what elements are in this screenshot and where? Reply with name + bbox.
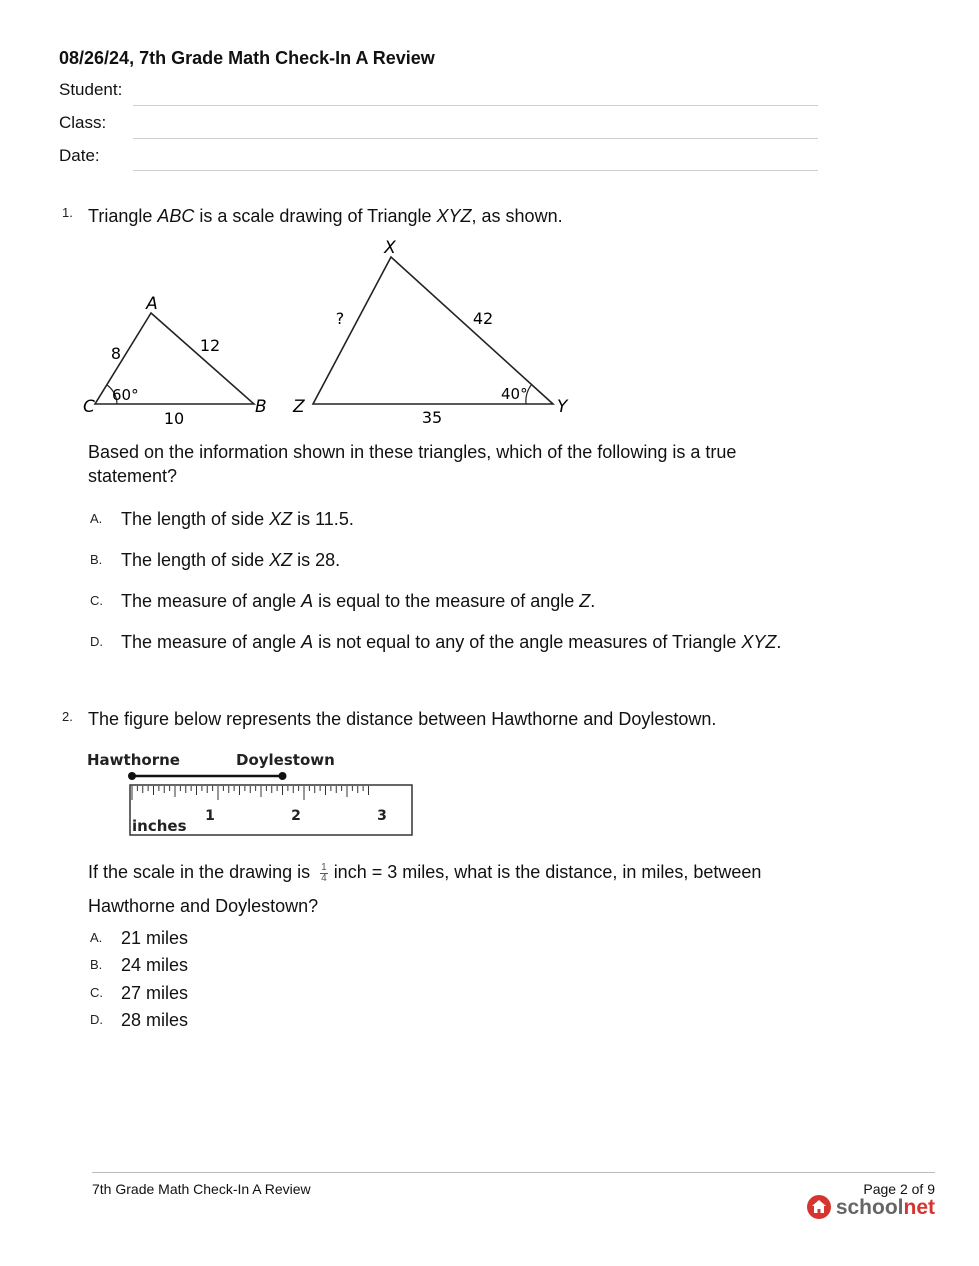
q2-option-d[interactable]: 28 miles: [121, 1010, 189, 1030]
question-1-prompt: Based on the information shown in these triangles, which of the following is a true statement?: [88, 442, 737, 486]
ruler-tick-label-2: 2: [291, 808, 301, 824]
q1-option-b-letter: B.: [90, 552, 103, 567]
angle-c-label: 60°: [112, 386, 139, 404]
footer-title: 7th Grade Math Check-In A Review: [92, 1181, 311, 1197]
ruler-figure: [80, 745, 425, 840]
q1-option-d-letter: D.: [90, 634, 103, 649]
angle-y-label: 40°: [501, 385, 528, 403]
side-ab-label: 12: [199, 336, 221, 355]
q2-option-b[interactable]: 24 miles: [121, 955, 189, 975]
q1-option-d[interactable]: The measure of angle A is not equal to any of the angle measures of Triangle XYZ.: [121, 632, 782, 652]
page-title: 08/26/24, 7th Grade Math Check-In A Review: [59, 48, 435, 68]
date-line: [133, 170, 818, 171]
question-2-scale-text: If the scale in the drawing is $\frac{1}{4}$ inch = 3 miles, what is the distance, in miles, between: [88, 861, 762, 884]
q1-option-a-letter: A.: [90, 511, 103, 526]
question-1-stem: Triangle ABC is a scale drawing of Triangle XYZ, as shown.: [88, 206, 563, 226]
q1-option-c[interactable]: The measure of angle A is equal to the measure of angle Z.: [121, 591, 596, 611]
vertex-c-label: C: [83, 397, 95, 417]
vertex-x-label: X: [384, 238, 396, 258]
class-line: [133, 138, 818, 139]
question-1-number: 1.: [62, 205, 73, 220]
ruler-tick-label-3: 3: [377, 808, 387, 824]
question-2-number: 2.: [62, 709, 73, 724]
q1-option-a[interactable]: The length of side XZ is 11.5.: [121, 509, 354, 529]
ruler-unit-label: inches: [132, 817, 187, 835]
side-cb-label: 10: [163, 409, 185, 428]
doylestown-label: Doylestown: [236, 751, 335, 769]
date-label: Date:: [59, 146, 100, 165]
q2-option-c[interactable]: 27 miles: [121, 983, 189, 1003]
q2-option-c-letter: C.: [90, 985, 103, 1000]
segment-end-point: [279, 772, 287, 780]
q2-option-a[interactable]: 21 miles: [121, 928, 189, 948]
vertex-a-label: A: [146, 294, 158, 314]
triangles-figure: [80, 238, 580, 433]
triangle-xyz: [313, 257, 553, 404]
side-ca-label: 8: [110, 344, 122, 363]
footer-divider: [92, 1172, 935, 1173]
q1-option-b[interactable]: The length of side XZ is 28.: [121, 550, 341, 570]
vertex-y-label: Y: [557, 397, 568, 417]
segment-start-point: [128, 772, 136, 780]
q2-option-d-letter: D.: [90, 1012, 103, 1027]
vertex-z-label: Z: [293, 397, 305, 417]
page-number: Page 2 of 9: [863, 1181, 935, 1197]
q2-option-b-letter: B.: [90, 957, 103, 972]
scale-fraction: $\frac{1}{4}$: [321, 861, 327, 884]
side-xz-label: ?: [335, 309, 345, 328]
ruler-tick-label-1: 1: [205, 808, 215, 824]
q1-option-c-letter: C.: [90, 593, 103, 608]
student-line: [133, 105, 818, 106]
question-2-scale-text-line2: Hawthorne and Doylestown?: [88, 896, 319, 916]
class-label: Class:: [59, 113, 107, 132]
side-xy-label: 42: [472, 309, 494, 328]
hawthorne-label: Hawthorne: [87, 751, 180, 769]
schoolnet-logo: schoolnet: [807, 1195, 935, 1220]
vertex-b-label: B: [255, 397, 267, 417]
question-2-stem: The figure below represents the distance between Hawthorne and Doylestown.: [88, 709, 717, 729]
schoolnet-house-icon: [807, 1195, 831, 1219]
student-label: Student:: [59, 80, 123, 99]
q2-option-a-letter: A.: [90, 930, 103, 945]
side-zy-label: 35: [421, 408, 443, 427]
